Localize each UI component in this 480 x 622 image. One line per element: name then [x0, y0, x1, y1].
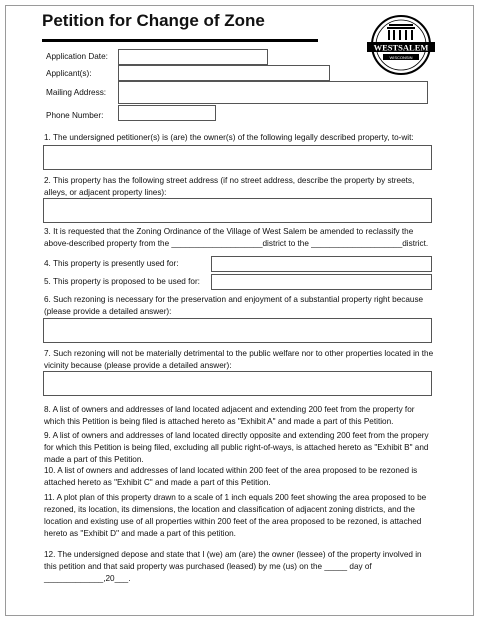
mailing-address-input[interactable] [118, 81, 428, 104]
west-salem-seal-logo [363, 14, 439, 76]
item-4-text: 4. This property is presently used for: [44, 259, 179, 268]
mailing-address-label: Mailing Address: [46, 88, 107, 97]
logo-subtext: WISCONSIN [389, 54, 413, 60]
applicants-input[interactable] [118, 65, 330, 81]
item-10-text: 10. A list of owners and addresses of land located within 200 feet of the area proposed to be rezoned is attached hereto as "Exhibit C" and made a part of this Petition. [44, 466, 418, 487]
title-underline [42, 39, 318, 42]
present-use-input[interactable] [211, 256, 432, 272]
item-3-text: 3. It is requested that the Zoning Ordinance of the Village of West Salem be amended to reclassify the above-described property from the ____________________district to the ____________________district. [44, 227, 429, 248]
phone-number-input[interactable] [118, 105, 216, 121]
item-6-text: 6. Such rezoning is necessary for the preservation and enjoyment of a substantial property right because (please provide a detailed answer): [44, 295, 424, 316]
applicants-label: Applicant(s): [46, 69, 92, 78]
item-5-text: 5. This property is proposed to be used for: [44, 277, 200, 286]
application-date-label: Application Date: [46, 52, 108, 61]
item-7-text: 7. Such rezoning will not be materially detrimental to the public welfare nor to other properties located in the vicinity because (please provide a detailed answer): [44, 349, 434, 370]
item-9-text: 9. A list of owners and addresses of land located directly opposite and extending 200 feet from the propery for which this Petition is being filed, excluding all public right-of-ways, is attached hereto as "Exhibit B" and made a part of this Petition. [44, 431, 429, 464]
rezoning-necessity-input[interactable] [43, 318, 432, 343]
item-11-text: 11. A plot plan of this property drawn to a scale of 1 inch equals 200 feet showing the area proposed to be rezoned, its location, its dimensions, the location and classification of adjacent zoning districts, and the location and existing use of all properties within 200 feet of the area proposed to be rezoned, is attached hereto as "Exhibit D" and made a part of this petition. [44, 493, 427, 538]
phone-number-label: Phone Number: [46, 111, 104, 120]
street-address-input[interactable] [43, 198, 432, 223]
public-welfare-input[interactable] [43, 371, 432, 396]
item-2-text: 2. This property has the following street address (if no street address, describe the property by streets, alleys, or adjacent property lines): [44, 176, 415, 197]
item-1-text: 1. The undersigned petitioner(s) is (are) the owner(s) of the following legally described property, to-wit: [44, 133, 414, 142]
application-date-input[interactable] [118, 49, 268, 65]
legal-description-input[interactable] [43, 145, 432, 170]
page-title: Petition for Change of Zone [42, 11, 265, 30]
proposed-use-input[interactable] [211, 274, 432, 290]
item-12-text: 12. The undersigned depose and state that I (we) am (are) the owner (lessee) of the property involved in this petition and that said property was purchased (leased) by me (us) on the _____ day of _____________,20___. [44, 550, 422, 583]
item-8-text: 8. A list of owners and addresses of land located adjacent and extending 200 feet from the property for which this Petition is being filed is attached hereto as "Exhibit A" and made a part of this Petition. [44, 405, 415, 426]
logo-text: WESTSALEM [373, 42, 429, 53]
